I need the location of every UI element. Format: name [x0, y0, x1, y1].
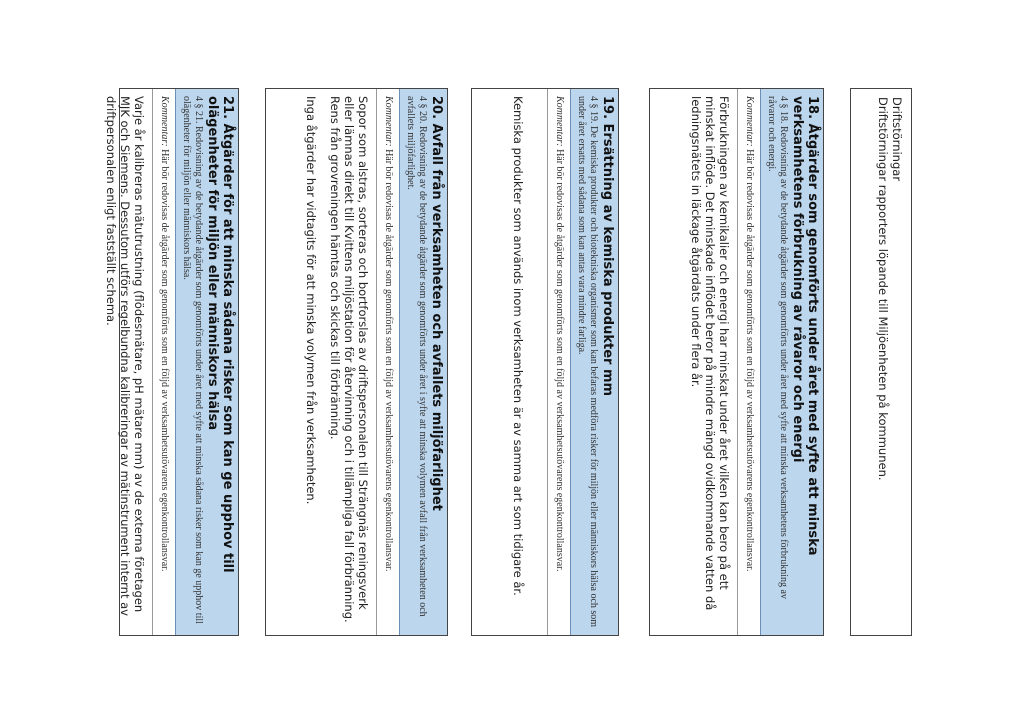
section-18-title: 18. Åtgärder som genomförts under året med syfte att minska verksamhetens förbrukning av råvaror och energi: [790, 96, 820, 556]
section-21-title: 21. Åtgärder för att minska sådana risker som kan ge upphov till olägenheter för miljön eller människors hälsa: [205, 96, 235, 573]
section-20-answer-1: Sopor som alstras, sorteras och bortforslas av driftspersonalen till Strängnäs reningsverk eller lämnas direkt till Kvittens miljöstation för återvinning och i tillämpliga fall förbränning. Rens från grovreningen hämtas och skickas till förbränning.: [328, 96, 370, 623]
section-19-comment: [547, 89, 570, 635]
section-19-subtitle: 4 § 19. De kemiska produkter och biotekniska organismer som kan befaras medföra risker för miljön eller människors hälsa och som under året ersatts med sådana som kan antas vara mindre farliga.: [576, 96, 599, 628]
section-18-header: [760, 89, 823, 635]
section-19-answer: Kemiska produkter som används inom verksamheten är av samma art som tidigare år.: [511, 96, 525, 596]
section-20-answer: [298, 89, 376, 635]
comment-text: Här bör redovisas de åtgärder som genomförts som en följd av verksamhetsutövarens egenkontrollansvar.: [744, 149, 755, 572]
section-20-title: 20. Avfall från verksamheten och avfallets miljöfarlighet: [429, 96, 444, 511]
driftstorningar-box: [850, 88, 912, 636]
comment-label: Kommentar:: [744, 96, 755, 147]
comment-text: Här bör redovisas de åtgärder som genomförts som en följd av verksamhetsutövarens egenkontrollansvar.: [554, 149, 565, 572]
section-18-comment: [737, 89, 760, 635]
section-20-answer-2: Inga åtgärder har vidtagits för att minska volymen från verksamheten.: [304, 96, 318, 505]
section-19-box: [471, 88, 619, 636]
section-21-box: [104, 88, 239, 636]
section-19-header: [570, 89, 618, 635]
section-21-comment: [152, 89, 175, 635]
section-18-answer: Förbrukningen av kemikalier och energi har minskat under året vilken kan bero på ett minskat inflöde. Det minskade inflödet beror på mindre mängd ovidkommande vatten då ledningsnätets in läckage åtgärdats under flera år.: [689, 96, 731, 611]
section-19-title: 19. Ersättning av kemiska produkter mm: [600, 96, 615, 397]
driftstorningar-body: Driftstörningar rapporters löpande till Miljöenheten på kommunen.: [876, 97, 890, 481]
comment-label: Kommentar:: [554, 96, 565, 147]
comment-label: Kommentar:: [159, 96, 170, 147]
section-20-subtitle: 4 § 20. Redovisning av de betydande åtgärder som genomförts under året i syfte att minska volymen avfall från verksamheten och avfallets miljöfarlighet.: [405, 96, 428, 617]
comment-text: Här bör redovisas de åtgärder som genomförts som en följd av verksamhetsutövarens egenkontrollansvar.: [159, 149, 170, 572]
comment-label: Kommentar:: [383, 96, 394, 147]
section-20-box: [265, 88, 448, 636]
section-21-answer: Varje år kalibreras mätutrustning (flödesmätare, pH mätare mm) av de externa företagen MJK och Siemens. Dessutom utförs regelbundna kalibreringar av mätinstrument internt av driftpersonalen enligt fastställt schema.: [104, 96, 146, 616]
comment-text: Här bör redovisas de åtgärder som genomförts som en följd av verksamhetsutövarens egenkontrollansvar.: [383, 149, 394, 572]
section-18-subtitle: 4 § 18. Redovisning av de betydande åtgärder som genomförts under året med syfte att minska verksamhetens förbrukning av råvaror och energi.: [766, 96, 789, 599]
section-18-box: [649, 88, 824, 636]
driftstorningar-title: Driftstörningar: [890, 97, 904, 182]
section-21-header: [175, 89, 238, 635]
section-21-subtitle: 4 § 21. Redovisning av de betydande åtgärder som genomförts under året med syfte att minska sådana risker som kan ge upphov till olägenheter för miljön eller människors hälsa.: [181, 96, 204, 624]
section-20-comment: [376, 89, 399, 635]
section-20-header: [399, 89, 447, 635]
